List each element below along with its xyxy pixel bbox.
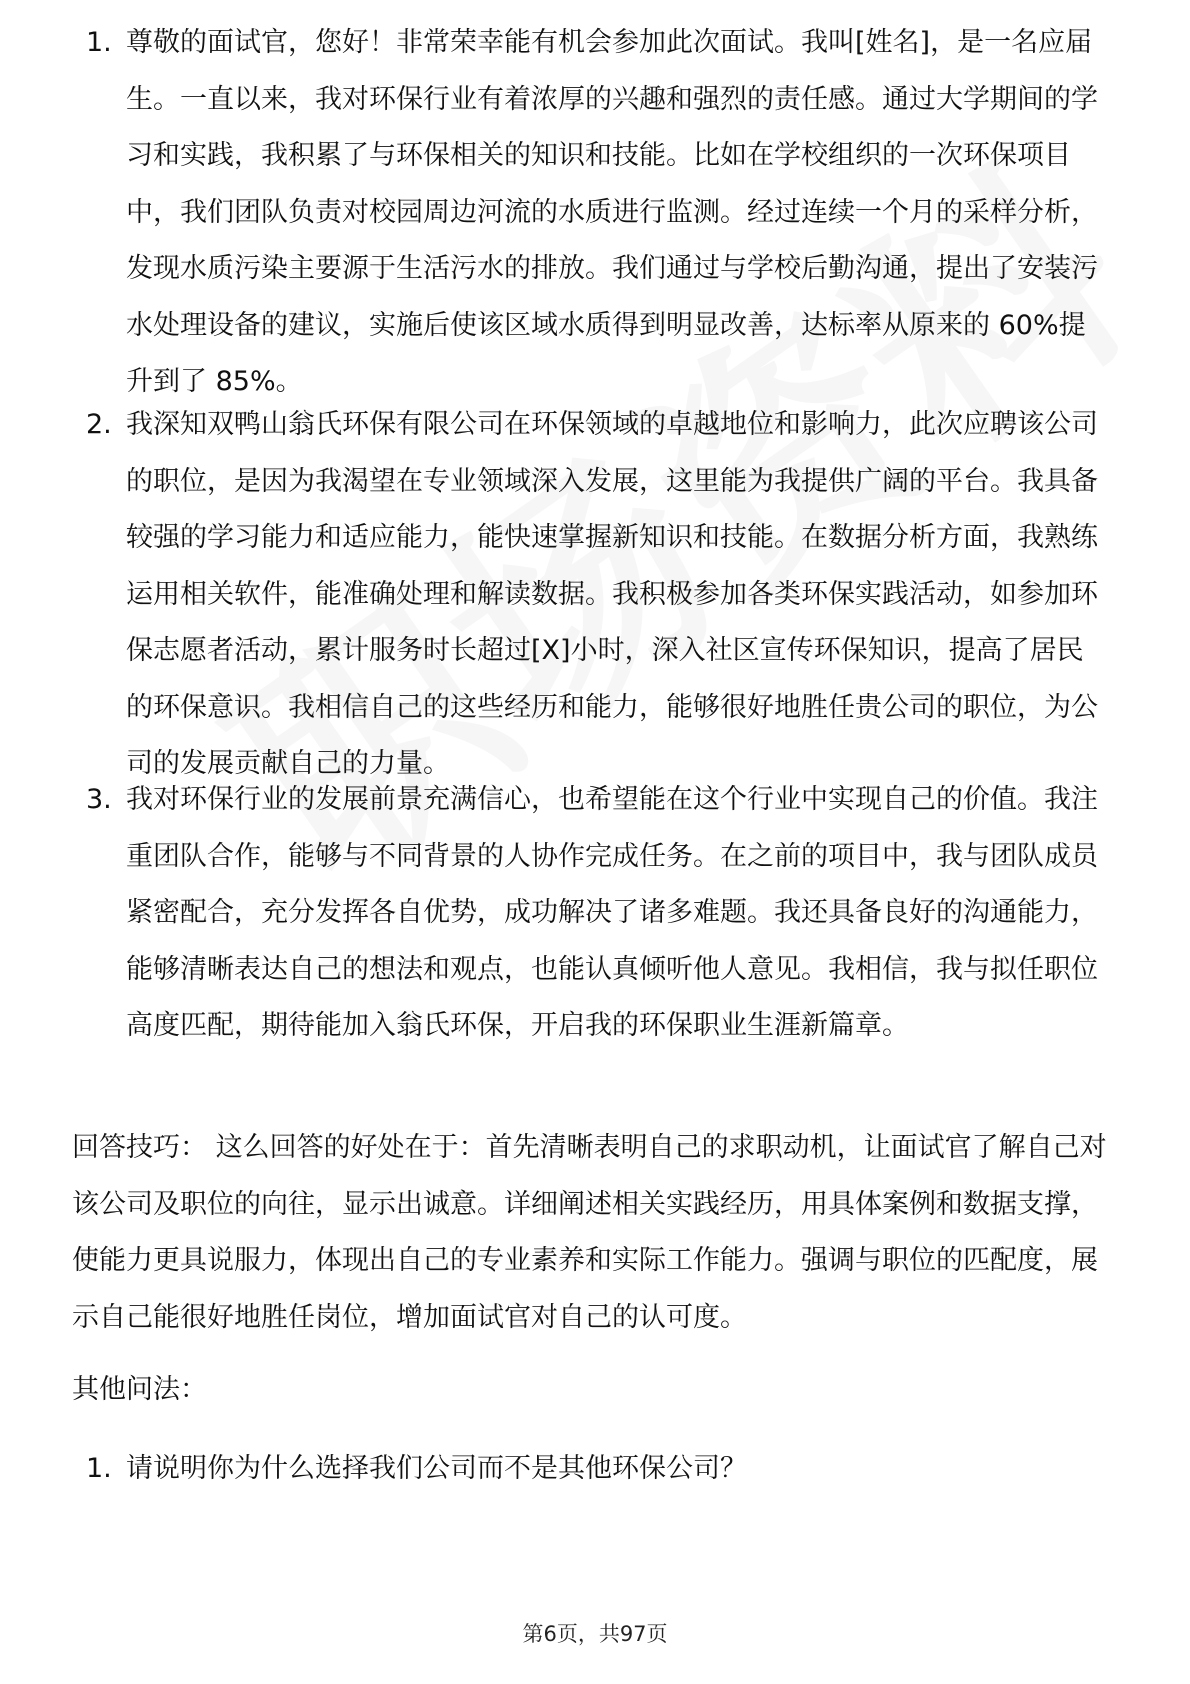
list-item-number: 1. [86,27,112,58]
list-item-number: 1. [86,1453,112,1484]
other-questions-heading: 其他问法： [72,1374,207,1405]
list-item-text: 尊敬的面试官，您好！非常荣幸能有机会参加此次面试。我叫[姓名]，是一名应届生。一直以来，我对环保行业有着浓厚的兴趣和强烈的责任感。通过大学期间的学习和实践，我积累了与环保相关的知识和技能。比如在学校组织的一次环保项目中，我们团队负责对校园周边河流的水质进行监测。经过连续一个月的采样分析，发现水质污染主要源于生活污水的排放。我们通过与学校后勤沟通，提出了安装污水处理设备的建议，实施后使该区域水质得到明显改善，达标率从原来的 60%提升到了 85%。 [126,27,1098,397]
list-item [86,772,1106,1055]
list-item-number: 3. [86,784,112,815]
list-item [86,1441,1106,1498]
answer-tips-text: 回答技巧： 这么回答的好处在于：首先清晰表明自己的求职动机，让面试官了解自己对该公司及职位的向往，显示出诚意。详细阐述相关实践经历，用具体案例和数据支撑，使能力更具说服力，体现出自己的专业素养和实际工作能力。强调与职位的匹配度，展示自己能很好地胜任岗位，增加面试官对自己的认可度。 [72,1132,1107,1333]
list-item [86,397,1106,793]
answer-tips [72,1120,1112,1346]
list-item-text: 我对环保行业的发展前景充满信心，也希望能在这个行业中实现自己的价值。我注重团队合作，能够与不同背景的人协作完成任务。在之前的项目中，我与团队成员紧密配合，充分发挥各自优势，成功解决了诸多难题。我还具备良好的沟通能力，能够清晰表达自己的想法和观点，也能认真倾听他人意见。我相信，我与拟任职位高度匹配，期待能加入翁氏环保，开启我的环保职业生涯新篇章。 [126,784,1098,1041]
list-item-text: 我深知双鸭山翁氏环保有限公司在环保领域的卓越地位和影响力，此次应聘该公司的职位，是因为我渴望在专业领域深入发展，这里能为我提供广阔的平台。我具备较强的学习能力和适应能力，能快速掌握新知识和技能。在数据分析方面，我熟练运用相关软件，能准确处理和解读数据。我积极参加各类环保实践活动，如参加环保志愿者活动，累计服务时长超过[X]小时，深入社区宣传环保知识，提高了居民的环保意识。我相信自己的这些经历和能力，能够很好地胜任贵公司的职位，为公司的发展贡献自己的力量。 [126,409,1098,779]
list-item [86,15,1106,411]
list-item-text: 请说明你为什么选择我们公司而不是其他环保公司？ [126,1453,747,1484]
page-number: 第6页，共97页 [522,1622,668,1646]
list-item-number: 2. [86,409,112,440]
